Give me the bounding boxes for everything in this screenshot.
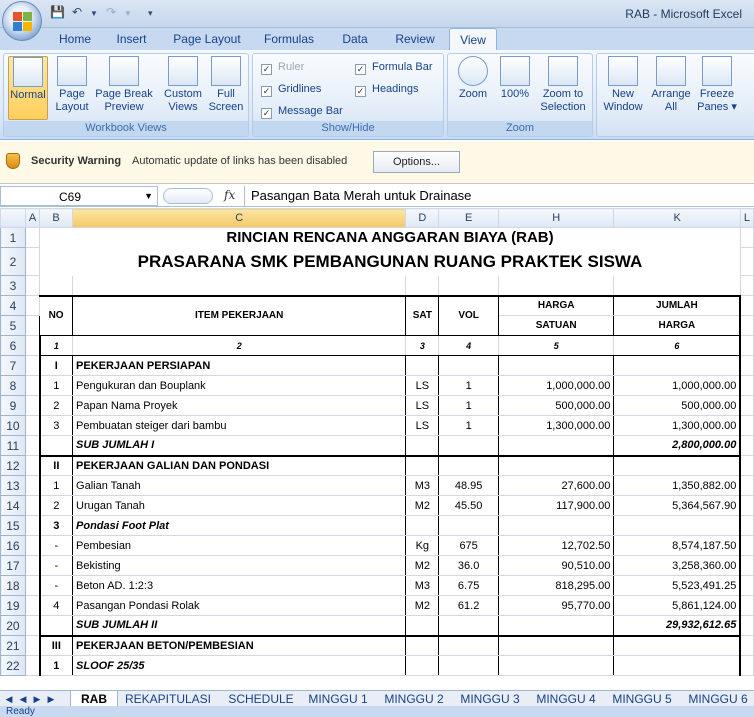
sheet-tab-minggu-3[interactable]: MINGGU 3 (460, 692, 520, 706)
table-row (1, 456, 754, 476)
cell-item[interactable]: Galian Tanah (73, 476, 406, 496)
cell-jumlah[interactable]: 1,300,000.00 (614, 416, 740, 436)
sheet-tab-minggu-4[interactable]: MINGGU 4 (536, 692, 596, 706)
cell-a[interactable] (25, 536, 39, 556)
cell-jumlah[interactable]: 29,932,612.65 (614, 616, 740, 636)
cell-jumlah[interactable]: 5,861,124.00 (614, 596, 740, 616)
gridlines-checkbox[interactable]: ✓ Gridlines (262, 83, 322, 96)
row-header[interactable]: 10 (1, 416, 26, 436)
table-row (1, 576, 754, 596)
table-row (1, 536, 754, 556)
cell-harga[interactable]: 95,770.00 (498, 596, 613, 616)
prev-sheet-icon[interactable]: ◀ (19, 694, 27, 704)
cell-harga[interactable]: 1,300,000.00 (498, 416, 613, 436)
page-break-icon (109, 56, 139, 86)
table-row (1, 416, 754, 436)
cell-l[interactable] (740, 456, 753, 476)
cell-harga[interactable]: 12,702.50 (498, 536, 613, 556)
cell-l[interactable] (740, 656, 753, 676)
cell-vol[interactable]: 61.2 (439, 596, 499, 616)
sheet-tab-schedule[interactable]: SCHEDULE (228, 692, 294, 706)
table-row (1, 636, 754, 656)
table-row (1, 228, 754, 248)
security-warning-title: Security Warning (31, 155, 122, 167)
zoom-selection-icon (548, 56, 578, 86)
formula-input[interactable]: Pasangan Bata Merah untuk Drainase (244, 186, 754, 206)
cell-item[interactable]: Urugan Tanah (73, 496, 406, 516)
cell-harga[interactable] (498, 516, 613, 536)
tab-view[interactable]: View (449, 28, 497, 51)
cell-vol[interactable]: 36.0 (439, 556, 499, 576)
group-window (596, 53, 754, 137)
full-screen-button[interactable]: Full Screen (206, 56, 246, 114)
cell-a[interactable] (25, 616, 39, 636)
cell-vol[interactable] (439, 436, 499, 456)
arrange-all-button[interactable]: Arrange All (647, 56, 695, 114)
cell-sat[interactable]: LS (406, 376, 439, 396)
cell-item[interactable]: Pengukuran dan Bouplank (73, 376, 406, 396)
ruler-checkbox[interactable]: ✓ Ruler (262, 61, 305, 74)
cell-no[interactable] (40, 436, 73, 456)
table-row (1, 248, 754, 276)
cell-l[interactable] (740, 596, 753, 616)
column-header-a[interactable]: A (25, 209, 39, 228)
col-number[interactable]: 5 (498, 336, 613, 356)
cell-l[interactable] (740, 356, 753, 376)
redo-dropdown-icon[interactable]: ▼ (124, 9, 132, 18)
freeze-panes-icon (702, 56, 732, 86)
cell-jumlah[interactable]: 2,800,000.00 (614, 436, 740, 456)
cell-item[interactable]: PEKERJAAN GALIAN DAN PONDASI (73, 456, 406, 476)
row-header[interactable]: 14 (1, 496, 26, 516)
magnifier-icon (458, 56, 488, 86)
cell-item[interactable]: SLOOF 25/35 (73, 656, 406, 676)
cell-jumlah[interactable] (614, 636, 740, 656)
column-header-d[interactable]: D (406, 209, 439, 228)
cell-vol[interactable] (439, 636, 499, 656)
cell-sat[interactable]: M3 (406, 576, 439, 596)
header-sat[interactable]: SAT (406, 296, 439, 336)
cell-sat[interactable]: LS (406, 396, 439, 416)
cell-a[interactable] (25, 576, 39, 596)
cell-item[interactable]: Papan Nama Proyek (73, 396, 406, 416)
row-header[interactable]: 17 (1, 556, 26, 576)
table-row (1, 596, 754, 616)
zoom-to-selection-button[interactable]: Zoom to Selection (536, 56, 590, 114)
new-window-button[interactable]: New Window (599, 56, 647, 114)
zoom-100-icon (500, 56, 530, 86)
cell-no[interactable]: - (40, 536, 73, 556)
cell-jumlah[interactable] (614, 356, 740, 376)
sheet-tab-minggu-5[interactable]: MINGGU 5 (612, 692, 672, 706)
row-header[interactable]: 13 (1, 476, 26, 496)
cell-l[interactable] (740, 476, 753, 496)
security-warning-bar (0, 141, 754, 184)
cell-harga[interactable]: 90,510.00 (498, 556, 613, 576)
cell-harga[interactable]: 27,600.00 (498, 476, 613, 496)
status-bar: Ready (0, 706, 754, 717)
cell-item[interactable]: Pembuatan steiger dari bambu (73, 416, 406, 436)
cell-sat[interactable] (406, 636, 439, 656)
cell-no[interactable]: III (40, 636, 73, 656)
page-layout-icon (57, 56, 87, 86)
cell-jumlah[interactable] (614, 516, 740, 536)
row-header[interactable]: 9 (1, 396, 26, 416)
row-header[interactable]: 15 (1, 516, 26, 536)
cell-a[interactable] (25, 496, 39, 516)
cell-a[interactable] (25, 376, 39, 396)
cell-jumlah[interactable]: 5,523,491.25 (614, 576, 740, 596)
row-header[interactable]: 19 (1, 596, 26, 616)
last-sheet-icon[interactable]: ▶ (47, 694, 55, 704)
column-header-b[interactable]: B (40, 209, 73, 228)
cell-no[interactable]: 3 (40, 516, 73, 536)
cell-harga[interactable]: 818,295.00 (498, 576, 613, 596)
cell-no[interactable]: 4 (40, 596, 73, 616)
page-break-preview-button[interactable]: Page Break Preview (92, 56, 156, 114)
cell-no[interactable] (40, 616, 73, 636)
cell-item[interactable]: Pasangan Pondasi Rolak (73, 596, 406, 616)
cell-harga[interactable] (498, 656, 613, 676)
tab-formulas[interactable]: Formulas (263, 32, 314, 46)
cell-a[interactable] (25, 596, 39, 616)
sheet-tab-minggu-6[interactable]: MINGGU 6 (688, 692, 748, 706)
insert-function-icon[interactable]: fx (224, 188, 236, 202)
cell-jumlah[interactable]: 5,364,567.90 (614, 496, 740, 516)
normal-view-icon (13, 57, 43, 87)
workbook-views-label: Workbook Views (4, 121, 248, 136)
cell-harga[interactable] (498, 616, 613, 636)
cell-a[interactable] (25, 516, 39, 536)
table-row (1, 516, 754, 536)
cell-jumlah[interactable] (614, 656, 740, 676)
undo-icon[interactable]: ↶ (72, 5, 83, 19)
new-window-icon (608, 56, 638, 86)
cell-l[interactable] (740, 556, 753, 576)
spreadsheet-grid[interactable] (0, 208, 754, 676)
sheet-tab-minggu-2[interactable]: MINGGU 2 (384, 692, 444, 706)
cell-item[interactable]: Beton AD. 1:2:3 (73, 576, 406, 596)
group-zoom (447, 53, 593, 137)
cell-sat[interactable]: Kg (406, 536, 439, 556)
cell-no[interactable]: I (40, 356, 73, 376)
custom-views-icon (168, 56, 198, 86)
cell-sat[interactable]: LS (406, 416, 439, 436)
cell-a[interactable] (25, 636, 39, 656)
cell-item[interactable]: PEKERJAAN PERSIAPAN (73, 356, 406, 376)
cell-no[interactable]: 2 (40, 396, 73, 416)
undo-dropdown-icon[interactable]: ▼ (90, 9, 98, 18)
column-header-l[interactable]: L (740, 209, 753, 228)
row-header[interactable]: 4 (1, 296, 26, 316)
formula-bar (0, 185, 754, 207)
table-row (1, 616, 754, 636)
cell-a[interactable] (25, 356, 39, 376)
table-row (1, 296, 754, 316)
cell-l[interactable] (740, 436, 753, 456)
cell-jumlah[interactable]: 3,258,360.00 (614, 556, 740, 576)
cell-sat[interactable] (406, 616, 439, 636)
window-title: RAB - Microsoft Excel (625, 7, 742, 21)
table-row (1, 556, 754, 576)
cell-l[interactable] (740, 536, 753, 556)
cell-vol[interactable]: 45.50 (439, 496, 499, 516)
cell-item[interactable]: Pondasi Foot Plat (73, 516, 406, 536)
cell-vol[interactable]: 1 (439, 416, 499, 436)
col-number[interactable]: 1 (40, 336, 73, 356)
row-header[interactable]: 8 (1, 376, 26, 396)
cell-jumlah[interactable]: 500,000.00 (614, 396, 740, 416)
header-vol[interactable]: VOL (439, 296, 499, 336)
show-hide-label: Show/Hide (253, 121, 443, 136)
tab-data[interactable]: Data (342, 32, 368, 46)
sheet-tab-rekapitulasi[interactable]: REKAPITULASI (124, 692, 212, 706)
row-header[interactable]: 11 (1, 436, 26, 456)
cell-a[interactable] (25, 456, 39, 476)
cell-sat[interactable] (406, 436, 439, 456)
column-header-c[interactable]: C (73, 209, 406, 228)
group-workbook-views (3, 53, 249, 137)
options-button[interactable]: Options... (373, 151, 460, 173)
cell-vol[interactable] (439, 616, 499, 636)
cell-l[interactable] (740, 396, 753, 416)
save-icon[interactable]: 💾 (50, 5, 65, 19)
cell-l[interactable] (740, 376, 753, 396)
header-harga-2[interactable]: SATUAN (498, 316, 613, 336)
worksheet[interactable] (0, 208, 754, 690)
cell-a[interactable] (25, 476, 39, 496)
cell-item[interactable]: SUB JUMLAH II (73, 616, 406, 636)
table-row (1, 476, 754, 496)
cell-no[interactable]: 3 (40, 416, 73, 436)
header-jumlah-1[interactable]: JUMLAH (614, 296, 740, 316)
sheet-tab-rab[interactable]: RAB (70, 691, 118, 707)
headings-checkbox[interactable]: ✓ Headings (356, 83, 419, 96)
name-box-dropdown-icon[interactable]: ▼ (144, 191, 153, 201)
cell-a[interactable] (25, 416, 39, 436)
arrange-all-icon (656, 56, 686, 86)
cell-harga[interactable] (498, 456, 613, 476)
cell-vol[interactable]: 675 (439, 536, 499, 556)
cell-a[interactable] (25, 396, 39, 416)
cell-harga[interactable]: 117,900.00 (498, 496, 613, 516)
cell-harga[interactable]: 1,000,000.00 (498, 376, 613, 396)
cell-a[interactable] (25, 556, 39, 576)
cell-vol[interactable] (439, 516, 499, 536)
tab-page-layout[interactable]: Page Layout (173, 32, 241, 46)
cell-no[interactable]: 1 (40, 376, 73, 396)
cell-vol[interactable] (439, 656, 499, 676)
security-warning-message: Automatic update of links has been disabled (132, 155, 348, 167)
custom-views-button[interactable]: Custom Views (160, 56, 206, 114)
row-header[interactable]: 6 (1, 336, 26, 356)
table-row (1, 396, 754, 416)
header-jumlah-2[interactable]: HARGA (614, 316, 740, 336)
cell-sat[interactable] (406, 456, 439, 476)
cell-l[interactable] (740, 636, 753, 656)
freeze-panes-button[interactable]: Freeze Panes ▾ (695, 56, 739, 114)
column-header-k[interactable]: K (614, 209, 740, 228)
first-sheet-icon[interactable]: ◀ (5, 694, 13, 704)
sheet-title-1[interactable]: RINCIAN RENCANA ANGGARAN BIAYA (RAB) (40, 228, 741, 248)
cell-no[interactable]: 1 (40, 476, 73, 496)
table-row (1, 496, 754, 516)
formula-bar-grip-icon[interactable] (163, 188, 213, 204)
cell-l[interactable] (740, 576, 753, 596)
office-button[interactable] (2, 1, 42, 41)
cell-vol[interactable]: 1 (439, 376, 499, 396)
page-layout-button[interactable]: Page Layout (52, 56, 92, 114)
cell-sat[interactable] (406, 516, 439, 536)
cell-harga[interactable]: 500,000.00 (498, 396, 613, 416)
next-sheet-icon[interactable]: ▶ (33, 694, 41, 704)
table-row (1, 656, 754, 676)
ribbon-tabs (0, 28, 754, 50)
row-header[interactable]: 1 (1, 228, 26, 248)
cell-harga[interactable] (498, 356, 613, 376)
cell-vol[interactable]: 1 (439, 396, 499, 416)
sheet-title-2[interactable]: PRASARANA SMK PEMBANGUNAN RUANG PRAKTEK SISWA (40, 248, 741, 276)
column-header-row (1, 209, 754, 228)
table-row (1, 436, 754, 456)
cell-item[interactable]: Bekisting (73, 556, 406, 576)
cell-vol[interactable]: 6.75 (439, 576, 499, 596)
cell-no[interactable]: 1 (40, 656, 73, 676)
sheet-tab-strip (0, 690, 754, 706)
header-no[interactable]: NO (40, 296, 73, 336)
column-header-h[interactable]: H (498, 209, 613, 228)
name-box-value: C69 (59, 190, 82, 204)
zoom-label: Zoom (448, 121, 592, 136)
cell-l[interactable] (740, 496, 753, 516)
cell-sat[interactable]: M2 (406, 596, 439, 616)
row-header[interactable]: 21 (1, 636, 26, 656)
normal-view-button[interactable]: Normal (8, 56, 48, 120)
header-item[interactable]: ITEM PEKERJAAN (73, 296, 406, 336)
customize-qat-icon[interactable]: ▾ (148, 8, 153, 18)
table-row (1, 376, 754, 396)
row-header[interactable]: 22 (1, 656, 26, 676)
row-header[interactable]: 12 (1, 456, 26, 476)
row-header[interactable]: 5 (1, 316, 26, 336)
cell-sat[interactable]: M3 (406, 476, 439, 496)
cell-sat[interactable]: M2 (406, 556, 439, 576)
col-number[interactable]: 6 (614, 336, 740, 356)
cell-harga[interactable] (498, 436, 613, 456)
office-logo-icon (13, 12, 32, 31)
cell-harga[interactable] (498, 636, 613, 656)
name-box[interactable] (0, 186, 158, 206)
col-number[interactable]: 3 (406, 336, 439, 356)
row-header[interactable]: 3 (1, 276, 26, 296)
tab-review[interactable]: Review (395, 32, 435, 46)
shield-icon (6, 153, 20, 169)
cell-sat[interactable] (406, 356, 439, 376)
cell-jumlah[interactable]: 1,000,000.00 (614, 376, 740, 396)
ribbon (0, 50, 754, 140)
row-header[interactable]: 18 (1, 576, 26, 596)
cell-vol[interactable]: 48.95 (439, 476, 499, 496)
cell-jumlah[interactable] (614, 456, 740, 476)
group-show-hide (252, 53, 444, 137)
table-row (1, 336, 754, 356)
cell-jumlah[interactable]: 8,574,187.50 (614, 536, 740, 556)
zoom-100-button[interactable]: 100% (496, 56, 534, 101)
full-screen-icon (211, 56, 241, 86)
column-header-e[interactable]: E (439, 209, 499, 228)
table-row (1, 276, 754, 296)
cell-jumlah[interactable]: 1,350,882.00 (614, 476, 740, 496)
message-bar-checkbox[interactable]: ✓ Message Bar (262, 105, 343, 118)
cell-l[interactable] (740, 516, 753, 536)
col-number[interactable]: 4 (439, 336, 499, 356)
cell-sat[interactable] (406, 656, 439, 676)
cell-vol[interactable] (439, 356, 499, 376)
sheet-tab-minggu-1[interactable]: MINGGU 1 (308, 692, 368, 706)
row-header[interactable]: 7 (1, 356, 26, 376)
cell-item[interactable]: Pembesian (73, 536, 406, 556)
row-header[interactable]: 2 (1, 248, 26, 276)
cell-l[interactable] (740, 616, 753, 636)
tab-home[interactable]: Home (58, 32, 91, 46)
cell-no[interactable]: - (40, 556, 73, 576)
title-bar (0, 0, 754, 28)
cell-item[interactable]: PEKERJAAN BETON/PEMBESIAN (73, 636, 406, 656)
cell-item[interactable]: SUB JUMLAH I (73, 436, 406, 456)
zoom-button[interactable]: Zoom (452, 56, 494, 101)
cell-l[interactable] (740, 416, 753, 436)
select-all-corner[interactable] (1, 209, 26, 228)
row-header[interactable]: 20 (1, 616, 26, 636)
formula-bar-checkbox[interactable]: ✓ Formula Bar (356, 61, 433, 74)
row-header[interactable]: 16 (1, 536, 26, 556)
cell-a[interactable] (25, 436, 39, 456)
cell-no[interactable]: 2 (40, 496, 73, 516)
header-harga-1[interactable]: HARGA (498, 296, 613, 316)
cell-sat[interactable]: M2 (406, 496, 439, 516)
cell-a[interactable] (25, 656, 39, 676)
redo-icon[interactable]: ↷ (106, 5, 117, 19)
cell-no[interactable]: II (40, 456, 73, 476)
col-number[interactable]: 2 (73, 336, 406, 356)
tab-insert[interactable]: Insert (116, 32, 147, 46)
cell-vol[interactable] (439, 456, 499, 476)
cell-no[interactable]: - (40, 576, 73, 596)
table-row (1, 356, 754, 376)
